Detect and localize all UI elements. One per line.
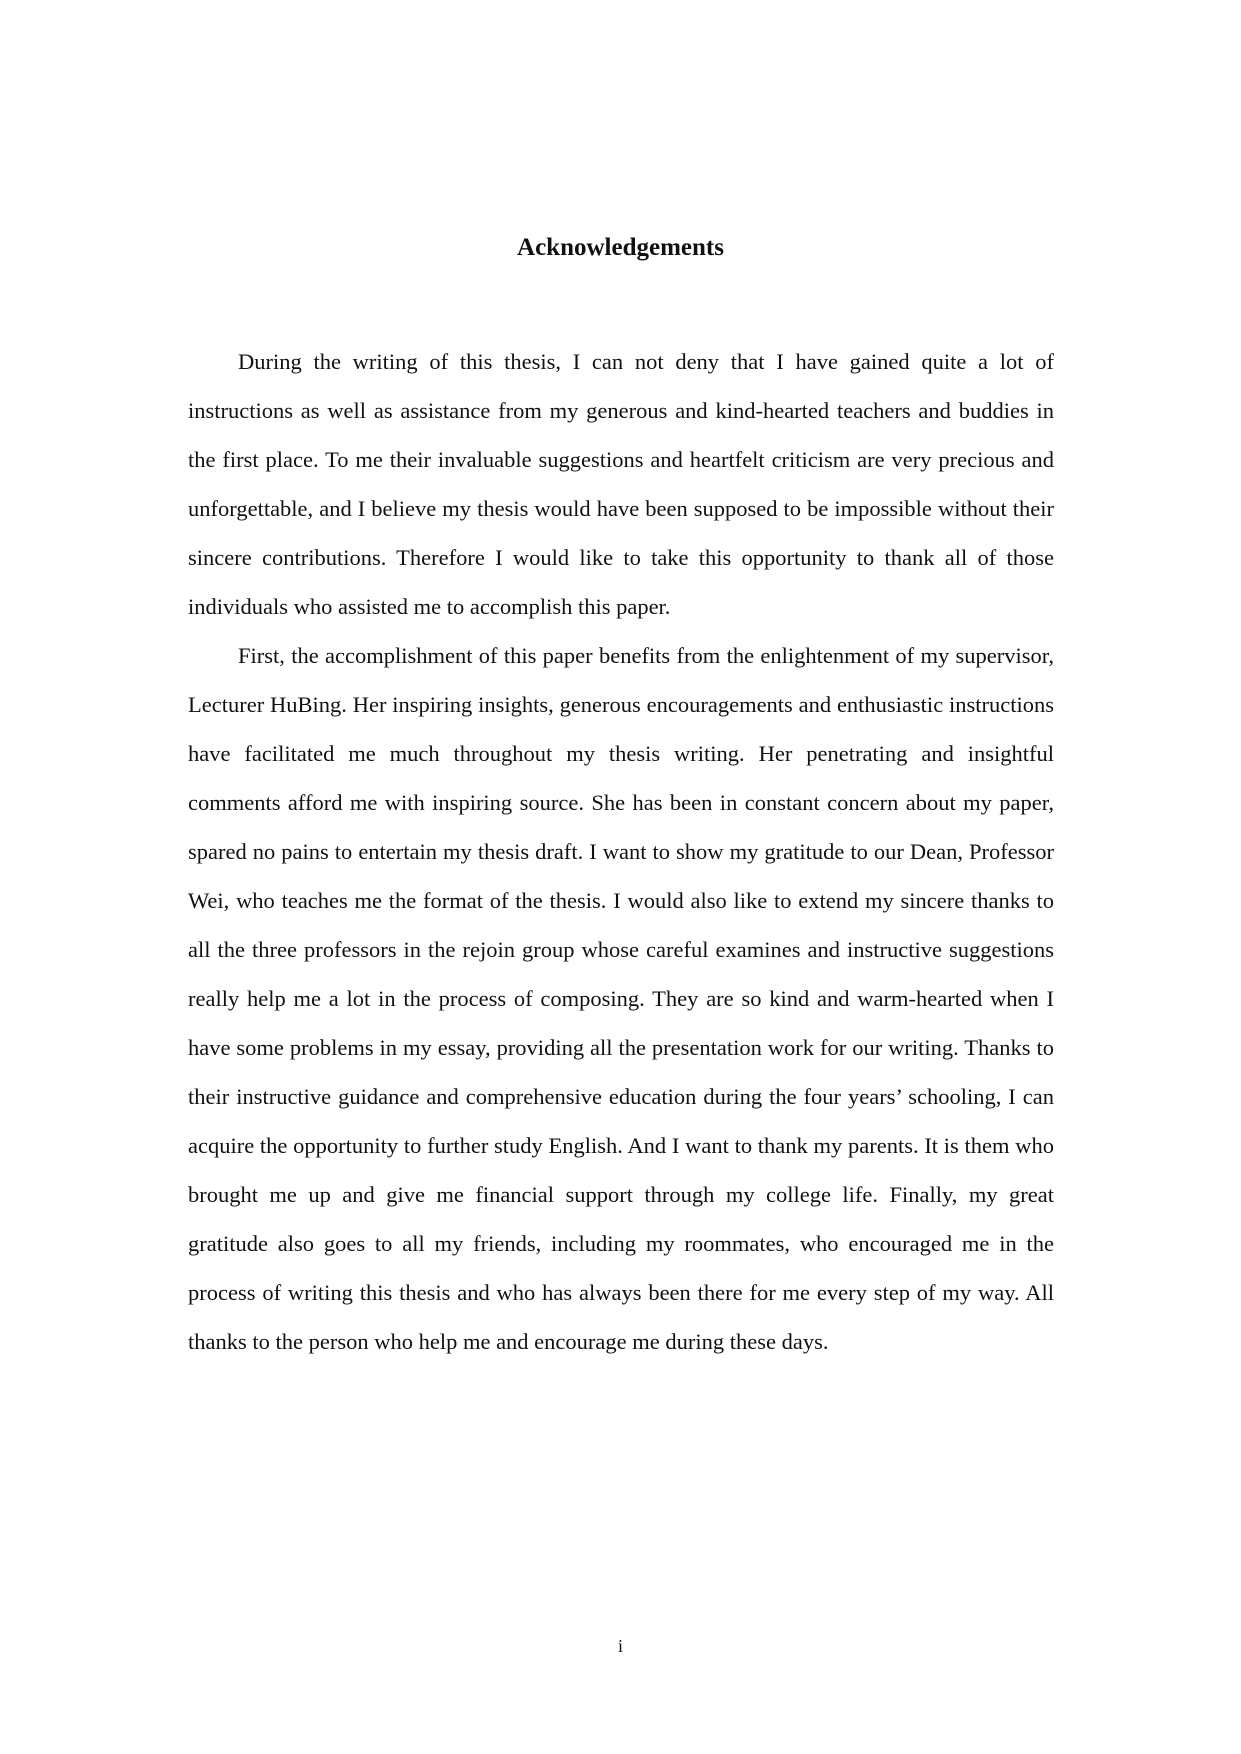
acknowledgements-body bbox=[188, 337, 1054, 1366]
paragraph-2: First, the accomplishment of this paper benefits from the enlightenment of my supervisor, Lecturer HuBing. Her inspiring insights, generous encouragements and enthusiastic instructions have facilitated me much throughout my thesis writing. Her penetrating and insightful comments afford me with inspiring source. She has been in constant concern about my paper, spared no pains to entertain my thesis draft. I want to show my gratitude to our Dean, Professor Wei, who teaches me the format of the thesis. I would also like to extend my sincere thanks to all the three professors in the rejoin group whose careful examines and instructive suggestions really help me a lot in the process of composing. They are so kind and warm-hearted when I have some problems in my essay, providing all the presentation work for our writing. Thanks to their instructive guidance and comprehensive education during the four years’ schooling, I can acquire the opportunity to further study English. And I want to thank my parents. It is them who brought me up and give me financial support through my college life. Finally, my great gratitude also goes to all my friends, including my roommates, who encouraged me in the process of writing this thesis and who has always been there for me every step of my way. All thanks to the person who help me and encourage me during these days. bbox=[188, 643, 1054, 1354]
paragraph-1: During the writing of this thesis, I can not deny that I have gained quite a lot of instructions as well as assistance from my generous and kind-hearted teachers and buddies in the first place. To me their invaluable suggestions and heartfelt criticism are very precious and unforgettable, and I believe my thesis would have been supposed to be impossible without their sincere contributions. Therefore I would like to take this opportunity to thank all of those individuals who assisted me to accomplish this paper. bbox=[188, 349, 1054, 619]
page-title: Acknowledgements bbox=[517, 234, 724, 261]
page-number: i bbox=[617, 1636, 623, 1656]
